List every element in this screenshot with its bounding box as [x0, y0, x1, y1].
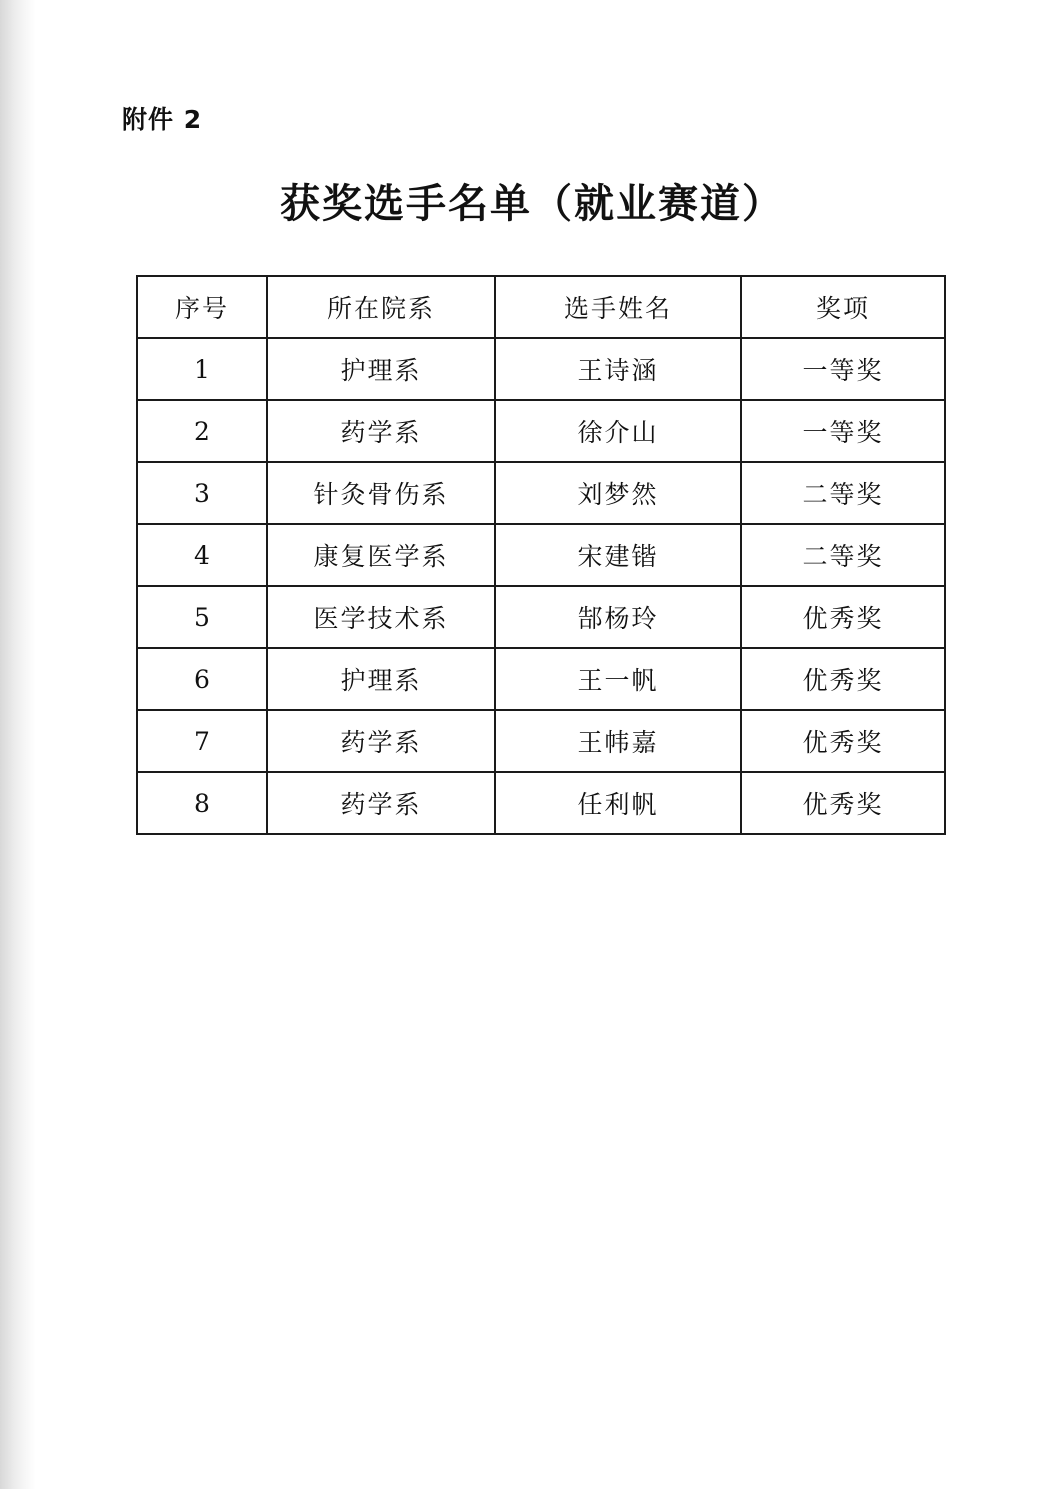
- table-row: [137, 462, 945, 524]
- cell-name: 王帏嘉: [495, 710, 741, 772]
- cell-name: 王诗涵: [495, 338, 741, 400]
- table-row: [137, 710, 945, 772]
- cell-award: 二等奖: [741, 524, 945, 586]
- cell-award: 优秀奖: [741, 648, 945, 710]
- cell-department: 护理系: [267, 648, 495, 710]
- cell-name: 任利帆: [495, 772, 741, 834]
- table-row: [137, 338, 945, 400]
- cell-no: 2: [137, 400, 267, 462]
- cell-name: 郜杨玲: [495, 586, 741, 648]
- cell-award: 一等奖: [741, 400, 945, 462]
- header-department: 所在院系: [267, 276, 495, 338]
- cell-award: 优秀奖: [741, 772, 945, 834]
- cell-no: 1: [137, 338, 267, 400]
- page-title: 获奖选手名单（就业赛道）: [280, 181, 784, 227]
- attachment-label: 附件 2: [122, 105, 203, 134]
- cell-award: 优秀奖: [741, 586, 945, 648]
- cell-no: 4: [137, 524, 267, 586]
- header-name: 选手姓名: [495, 276, 741, 338]
- cell-award: 一等奖: [741, 338, 945, 400]
- table-row: [137, 524, 945, 586]
- cell-department: 药学系: [267, 400, 495, 462]
- cell-no: 6: [137, 648, 267, 710]
- header-no: 序号: [137, 276, 267, 338]
- cell-department: 药学系: [267, 772, 495, 834]
- table-row: [137, 648, 945, 710]
- cell-name: 刘梦然: [495, 462, 741, 524]
- cell-department: 护理系: [267, 338, 495, 400]
- table-header-row: [137, 276, 945, 338]
- cell-department: 针灸骨伤系: [267, 462, 495, 524]
- cell-no: 5: [137, 586, 267, 648]
- header-award: 奖项: [741, 276, 945, 338]
- table-row: [137, 400, 945, 462]
- cell-no: 7: [137, 710, 267, 772]
- cell-award: 优秀奖: [741, 710, 945, 772]
- cell-department: 康复医学系: [267, 524, 495, 586]
- award-winners-table: [136, 275, 946, 835]
- cell-name: 王一帆: [495, 648, 741, 710]
- cell-name: 徐介山: [495, 400, 741, 462]
- cell-no: 8: [137, 772, 267, 834]
- table-row: [137, 772, 945, 834]
- cell-department: 药学系: [267, 710, 495, 772]
- cell-no: 3: [137, 462, 267, 524]
- table-row: [137, 586, 945, 648]
- cell-name: 宋建锴: [495, 524, 741, 586]
- cell-award: 二等奖: [741, 462, 945, 524]
- cell-department: 医学技术系: [267, 586, 495, 648]
